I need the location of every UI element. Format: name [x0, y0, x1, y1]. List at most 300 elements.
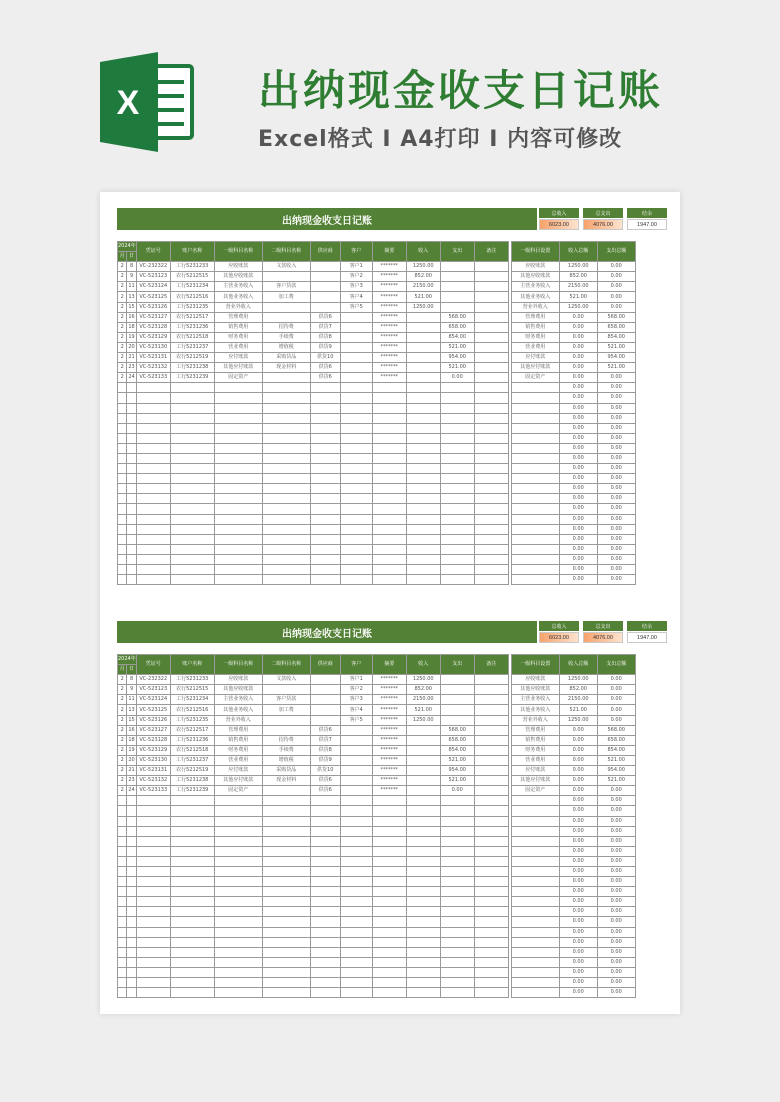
- summary-value[interactable]: 6023.00: [539, 219, 579, 230]
- table-cell[interactable]: [262, 534, 310, 544]
- table-cell[interactable]: [136, 494, 170, 504]
- table-cell[interactable]: VC-523123: [136, 685, 170, 695]
- table-cell[interactable]: VC-523124: [136, 695, 170, 705]
- table-cell[interactable]: [310, 443, 340, 453]
- table-cell[interactable]: [310, 534, 340, 544]
- table-cell[interactable]: [127, 504, 136, 514]
- table-cell[interactable]: [440, 806, 474, 816]
- table-cell[interactable]: [406, 363, 440, 373]
- table-cell[interactable]: [170, 947, 214, 957]
- table-cell[interactable]: [214, 433, 262, 443]
- side-table-cell[interactable]: 0.00: [597, 474, 635, 484]
- table-cell[interactable]: [474, 796, 508, 806]
- table-cell[interactable]: [440, 554, 474, 564]
- side-table-cell[interactable]: 854.00: [597, 332, 635, 342]
- table-cell[interactable]: [262, 413, 310, 423]
- table-cell[interactable]: [372, 897, 406, 907]
- side-table-cell[interactable]: 0.00: [597, 675, 635, 685]
- table-cell[interactable]: [136, 504, 170, 514]
- side-table-cell[interactable]: 0.00: [597, 947, 635, 957]
- side-table-cell[interactable]: 0.00: [559, 383, 597, 393]
- table-cell[interactable]: [136, 917, 170, 927]
- table-cell[interactable]: 852.00: [406, 685, 440, 695]
- side-table-cell[interactable]: 销售费用: [511, 322, 559, 332]
- side-table-cell[interactable]: 应收账款: [511, 675, 559, 685]
- table-cell[interactable]: [170, 877, 214, 887]
- table-cell[interactable]: 1250.00: [406, 715, 440, 725]
- table-cell[interactable]: [406, 342, 440, 352]
- table-cell[interactable]: [406, 393, 440, 403]
- table-cell[interactable]: [440, 443, 474, 453]
- table-cell[interactable]: [214, 453, 262, 463]
- table-cell[interactable]: [170, 504, 214, 514]
- table-cell[interactable]: [440, 484, 474, 494]
- side-table-cell[interactable]: [511, 937, 559, 947]
- table-cell[interactable]: 现金材料: [262, 363, 310, 373]
- table-cell[interactable]: [136, 464, 170, 474]
- table-cell[interactable]: [440, 575, 474, 585]
- table-cell[interactable]: [440, 796, 474, 806]
- table-cell[interactable]: [170, 907, 214, 917]
- table-cell[interactable]: [310, 302, 340, 312]
- table-cell[interactable]: [262, 836, 310, 846]
- table-cell[interactable]: [214, 826, 262, 836]
- table-cell[interactable]: [214, 534, 262, 544]
- table-cell[interactable]: [170, 544, 214, 554]
- table-cell[interactable]: [440, 816, 474, 826]
- side-table-cell[interactable]: 0.00: [597, 524, 635, 534]
- table-cell[interactable]: [474, 353, 508, 363]
- side-table-cell[interactable]: [511, 453, 559, 463]
- side-table-cell[interactable]: 0.00: [559, 342, 597, 352]
- table-cell[interactable]: 供货9: [310, 755, 340, 765]
- table-cell[interactable]: [262, 373, 310, 383]
- table-cell[interactable]: [440, 474, 474, 484]
- table-cell[interactable]: [340, 937, 372, 947]
- side-table-cell[interactable]: 0.00: [597, 282, 635, 292]
- table-cell[interactable]: [440, 423, 474, 433]
- table-cell[interactable]: [214, 846, 262, 856]
- table-cell[interactable]: [340, 342, 372, 352]
- table-cell[interactable]: [170, 403, 214, 413]
- table-cell[interactable]: [214, 816, 262, 826]
- side-table-cell[interactable]: 营业外收入: [511, 302, 559, 312]
- side-table-cell[interactable]: 0.00: [559, 836, 597, 846]
- table-cell[interactable]: 11: [127, 282, 136, 292]
- side-table-cell[interactable]: 521.00: [597, 342, 635, 352]
- side-table-cell[interactable]: [511, 383, 559, 393]
- table-cell[interactable]: [262, 565, 310, 575]
- table-cell[interactable]: [310, 554, 340, 564]
- table-cell[interactable]: 2: [118, 776, 127, 786]
- table-cell[interactable]: *******: [372, 332, 406, 342]
- table-cell[interactable]: [136, 927, 170, 937]
- table-cell[interactable]: [310, 907, 340, 917]
- table-cell[interactable]: [340, 725, 372, 735]
- table-cell[interactable]: 1250.00: [406, 262, 440, 272]
- table-cell[interactable]: [118, 836, 127, 846]
- side-table-cell[interactable]: 0.00: [597, 786, 635, 796]
- table-cell[interactable]: [340, 988, 372, 998]
- table-cell[interactable]: *******: [372, 312, 406, 322]
- table-cell[interactable]: [127, 937, 136, 947]
- table-cell[interactable]: [127, 464, 136, 474]
- table-cell[interactable]: [118, 494, 127, 504]
- side-table-cell[interactable]: [511, 443, 559, 453]
- side-table-cell[interactable]: [511, 413, 559, 423]
- table-cell[interactable]: [170, 453, 214, 463]
- table-cell[interactable]: [136, 474, 170, 484]
- side-table-cell[interactable]: 0.00: [597, 877, 635, 887]
- side-table-cell[interactable]: 0.00: [559, 363, 597, 373]
- side-table-cell[interactable]: 0.00: [559, 735, 597, 745]
- side-table-cell[interactable]: 0.00: [559, 766, 597, 776]
- table-cell[interactable]: [310, 937, 340, 947]
- table-cell[interactable]: [310, 806, 340, 816]
- table-cell[interactable]: [262, 786, 310, 796]
- table-cell[interactable]: 854.00: [440, 745, 474, 755]
- table-cell[interactable]: [474, 836, 508, 846]
- table-cell[interactable]: 521.00: [406, 705, 440, 715]
- side-table-cell[interactable]: 0.00: [559, 464, 597, 474]
- table-cell[interactable]: [440, 685, 474, 695]
- table-cell[interactable]: [262, 685, 310, 695]
- table-cell[interactable]: [474, 887, 508, 897]
- side-table-cell[interactable]: 0.00: [559, 887, 597, 897]
- table-cell[interactable]: [340, 776, 372, 786]
- table-cell[interactable]: [136, 978, 170, 988]
- table-cell[interactable]: [474, 786, 508, 796]
- summary-value[interactable]: 1947.00: [627, 219, 667, 230]
- table-cell[interactable]: [340, 786, 372, 796]
- table-cell[interactable]: [262, 272, 310, 282]
- table-cell[interactable]: [127, 575, 136, 585]
- table-cell[interactable]: [118, 383, 127, 393]
- table-cell[interactable]: 其他应收账款: [214, 685, 262, 695]
- table-cell[interactable]: 增值税: [262, 342, 310, 352]
- table-cell[interactable]: [127, 474, 136, 484]
- table-cell[interactable]: 521.00: [440, 342, 474, 352]
- table-cell[interactable]: [214, 806, 262, 816]
- table-cell[interactable]: [310, 988, 340, 998]
- table-cell[interactable]: [262, 302, 310, 312]
- table-cell[interactable]: [340, 443, 372, 453]
- table-cell[interactable]: [310, 453, 340, 463]
- table-cell[interactable]: VC-523127: [136, 725, 170, 735]
- table-cell[interactable]: 主营业务收入: [214, 282, 262, 292]
- table-cell[interactable]: [214, 383, 262, 393]
- table-cell[interactable]: [340, 856, 372, 866]
- side-table-cell[interactable]: 1250.00: [559, 675, 597, 685]
- side-table-cell[interactable]: 0.00: [559, 877, 597, 887]
- table-cell[interactable]: 20: [127, 342, 136, 352]
- table-cell[interactable]: [118, 796, 127, 806]
- table-cell[interactable]: 工行5231234: [170, 282, 214, 292]
- table-cell[interactable]: [214, 897, 262, 907]
- table-cell[interactable]: 2: [118, 262, 127, 272]
- table-cell[interactable]: 1250.00: [406, 302, 440, 312]
- table-cell[interactable]: [170, 524, 214, 534]
- table-cell[interactable]: [310, 826, 340, 836]
- table-cell[interactable]: 供货6: [310, 776, 340, 786]
- table-cell[interactable]: [340, 806, 372, 816]
- side-table-cell[interactable]: 0.00: [559, 937, 597, 947]
- table-cell[interactable]: [127, 957, 136, 967]
- table-cell[interactable]: [310, 393, 340, 403]
- table-cell[interactable]: [340, 453, 372, 463]
- table-cell[interactable]: 568.00: [440, 312, 474, 322]
- table-cell[interactable]: [127, 907, 136, 917]
- table-cell[interactable]: [340, 413, 372, 423]
- table-cell[interactable]: [340, 322, 372, 332]
- side-table-cell[interactable]: 其他业务收入: [511, 292, 559, 302]
- table-cell[interactable]: [214, 494, 262, 504]
- table-cell[interactable]: VC-523130: [136, 755, 170, 765]
- table-cell[interactable]: [118, 877, 127, 887]
- table-cell[interactable]: [440, 917, 474, 927]
- table-cell[interactable]: 管理费用: [214, 312, 262, 322]
- table-cell[interactable]: [406, 776, 440, 786]
- table-cell[interactable]: [372, 816, 406, 826]
- side-table-cell[interactable]: 0.00: [559, 524, 597, 534]
- table-cell[interactable]: [440, 514, 474, 524]
- table-cell[interactable]: [440, 856, 474, 866]
- table-cell[interactable]: [170, 917, 214, 927]
- table-cell[interactable]: [406, 353, 440, 363]
- side-table-cell[interactable]: 0.00: [597, 453, 635, 463]
- table-cell[interactable]: [406, 322, 440, 332]
- table-cell[interactable]: 农行5212519: [170, 766, 214, 776]
- table-cell[interactable]: [406, 474, 440, 484]
- table-cell[interactable]: [440, 866, 474, 876]
- table-cell[interactable]: 其他业务收入: [214, 292, 262, 302]
- summary-value[interactable]: 6023.00: [539, 632, 579, 643]
- table-cell[interactable]: 954.00: [440, 766, 474, 776]
- table-cell[interactable]: [474, 322, 508, 332]
- table-cell[interactable]: [127, 816, 136, 826]
- table-cell[interactable]: [340, 735, 372, 745]
- table-cell[interactable]: [170, 887, 214, 897]
- table-cell[interactable]: [310, 464, 340, 474]
- table-cell[interactable]: [127, 927, 136, 937]
- side-table-cell[interactable]: [511, 565, 559, 575]
- table-cell[interactable]: [440, 715, 474, 725]
- side-table-cell[interactable]: [511, 927, 559, 937]
- table-cell[interactable]: 2: [118, 373, 127, 383]
- table-cell[interactable]: [474, 565, 508, 575]
- table-cell[interactable]: [136, 897, 170, 907]
- table-cell[interactable]: [474, 866, 508, 876]
- table-cell[interactable]: VC-523123: [136, 272, 170, 282]
- table-cell[interactable]: [406, 735, 440, 745]
- table-cell[interactable]: [310, 413, 340, 423]
- side-table-cell[interactable]: 其他应付账款: [511, 363, 559, 373]
- table-cell[interactable]: [340, 575, 372, 585]
- side-table-cell[interactable]: 销售费用: [511, 735, 559, 745]
- table-cell[interactable]: [262, 514, 310, 524]
- side-table-cell[interactable]: 管理费用: [511, 312, 559, 322]
- table-cell[interactable]: [136, 826, 170, 836]
- table-cell[interactable]: 客户5: [340, 715, 372, 725]
- table-cell[interactable]: [474, 464, 508, 474]
- table-cell[interactable]: 2: [118, 786, 127, 796]
- side-table-cell[interactable]: 0.00: [597, 978, 635, 988]
- side-table-cell[interactable]: 521.00: [597, 776, 635, 786]
- side-table-cell[interactable]: 0.00: [597, 403, 635, 413]
- table-cell[interactable]: *******: [372, 776, 406, 786]
- side-table-cell[interactable]: 0.00: [597, 967, 635, 977]
- side-table-cell[interactable]: [511, 494, 559, 504]
- table-cell[interactable]: [118, 826, 127, 836]
- table-cell[interactable]: 854.00: [440, 332, 474, 342]
- table-cell[interactable]: [136, 967, 170, 977]
- side-table-cell[interactable]: [511, 544, 559, 554]
- table-cell[interactable]: [406, 494, 440, 504]
- table-cell[interactable]: [170, 927, 214, 937]
- table-cell[interactable]: [372, 413, 406, 423]
- table-cell[interactable]: [214, 917, 262, 927]
- table-cell[interactable]: [340, 766, 372, 776]
- table-cell[interactable]: 15: [127, 715, 136, 725]
- table-cell[interactable]: [372, 565, 406, 575]
- table-cell[interactable]: 2: [118, 302, 127, 312]
- table-cell[interactable]: 23: [127, 363, 136, 373]
- table-cell[interactable]: 2: [118, 725, 127, 735]
- table-cell[interactable]: [262, 796, 310, 806]
- table-cell[interactable]: 应付账款: [214, 766, 262, 776]
- table-cell[interactable]: [170, 423, 214, 433]
- table-cell[interactable]: [474, 735, 508, 745]
- side-table-cell[interactable]: 852.00: [559, 685, 597, 695]
- table-cell[interactable]: [372, 504, 406, 514]
- table-cell[interactable]: [340, 887, 372, 897]
- table-cell[interactable]: [372, 544, 406, 554]
- table-cell[interactable]: [214, 565, 262, 575]
- side-table-cell[interactable]: 0.00: [559, 866, 597, 876]
- side-table-cell[interactable]: 应收账款: [511, 262, 559, 272]
- table-cell[interactable]: [474, 967, 508, 977]
- table-cell[interactable]: [474, 856, 508, 866]
- table-cell[interactable]: [372, 393, 406, 403]
- table-cell[interactable]: 2: [118, 312, 127, 322]
- table-cell[interactable]: [262, 524, 310, 534]
- table-cell[interactable]: [406, 856, 440, 866]
- table-cell[interactable]: [310, 796, 340, 806]
- table-cell[interactable]: [474, 826, 508, 836]
- table-cell[interactable]: 18: [127, 322, 136, 332]
- table-cell[interactable]: [214, 464, 262, 474]
- table-cell[interactable]: [340, 755, 372, 765]
- table-cell[interactable]: [136, 554, 170, 564]
- table-cell[interactable]: [127, 866, 136, 876]
- table-cell[interactable]: [340, 534, 372, 544]
- table-cell[interactable]: [127, 836, 136, 846]
- table-cell[interactable]: [214, 423, 262, 433]
- table-cell[interactable]: 23: [127, 776, 136, 786]
- side-table-cell[interactable]: 0.00: [559, 806, 597, 816]
- table-cell[interactable]: [118, 443, 127, 453]
- table-cell[interactable]: [372, 846, 406, 856]
- table-cell[interactable]: [372, 796, 406, 806]
- table-cell[interactable]: [406, 373, 440, 383]
- table-cell[interactable]: 工行5231237: [170, 755, 214, 765]
- table-cell[interactable]: *******: [372, 695, 406, 705]
- table-cell[interactable]: [440, 504, 474, 514]
- table-cell[interactable]: VC-523126: [136, 715, 170, 725]
- table-cell[interactable]: *******: [372, 735, 406, 745]
- table-cell[interactable]: [127, 514, 136, 524]
- table-cell[interactable]: 其他应付账款: [214, 363, 262, 373]
- side-table-cell[interactable]: 0.00: [559, 332, 597, 342]
- table-cell[interactable]: [214, 877, 262, 887]
- table-cell[interactable]: 招待费: [262, 322, 310, 332]
- table-cell[interactable]: [214, 988, 262, 998]
- table-cell[interactable]: 工行5231236: [170, 735, 214, 745]
- side-table-cell[interactable]: [511, 474, 559, 484]
- table-cell[interactable]: [372, 957, 406, 967]
- table-cell[interactable]: [127, 846, 136, 856]
- side-table-cell[interactable]: 0.00: [559, 534, 597, 544]
- table-cell[interactable]: [474, 282, 508, 292]
- table-cell[interactable]: [136, 796, 170, 806]
- table-cell[interactable]: [440, 897, 474, 907]
- side-table-cell[interactable]: 0.00: [559, 856, 597, 866]
- table-cell[interactable]: 营业外收入: [214, 715, 262, 725]
- table-cell[interactable]: [310, 262, 340, 272]
- table-cell[interactable]: VC-523128: [136, 322, 170, 332]
- side-table-cell[interactable]: 0.00: [559, 796, 597, 806]
- table-cell[interactable]: 客户2: [340, 685, 372, 695]
- side-table-cell[interactable]: 0.00: [597, 534, 635, 544]
- side-table-cell[interactable]: 0.00: [559, 423, 597, 433]
- summary-value[interactable]: 4076.00: [583, 632, 623, 643]
- table-cell[interactable]: [440, 705, 474, 715]
- side-table-cell[interactable]: [511, 947, 559, 957]
- table-cell[interactable]: [474, 846, 508, 856]
- table-cell[interactable]: [127, 796, 136, 806]
- table-cell[interactable]: [214, 957, 262, 967]
- table-cell[interactable]: 手续费: [262, 745, 310, 755]
- side-table-cell[interactable]: 521.00: [559, 705, 597, 715]
- table-cell[interactable]: [406, 565, 440, 575]
- side-table-cell[interactable]: 0.00: [559, 826, 597, 836]
- table-cell[interactable]: [262, 544, 310, 554]
- table-cell[interactable]: 销售费用: [214, 735, 262, 745]
- table-cell[interactable]: [170, 806, 214, 816]
- table-cell[interactable]: [474, 897, 508, 907]
- table-cell[interactable]: [262, 504, 310, 514]
- table-cell[interactable]: [340, 877, 372, 887]
- table-cell[interactable]: 农行5212517: [170, 312, 214, 322]
- table-cell[interactable]: 供货6: [310, 786, 340, 796]
- table-cell[interactable]: [262, 856, 310, 866]
- table-cell[interactable]: 0.00: [440, 786, 474, 796]
- table-cell[interactable]: [474, 755, 508, 765]
- table-cell[interactable]: 24: [127, 373, 136, 383]
- table-cell[interactable]: [310, 947, 340, 957]
- side-table-cell[interactable]: [511, 866, 559, 876]
- table-cell[interactable]: [406, 937, 440, 947]
- table-cell[interactable]: [310, 403, 340, 413]
- table-cell[interactable]: [372, 877, 406, 887]
- table-cell[interactable]: [214, 836, 262, 846]
- table-cell[interactable]: [440, 282, 474, 292]
- table-cell[interactable]: 2: [118, 755, 127, 765]
- side-table-cell[interactable]: 0.00: [559, 554, 597, 564]
- table-cell[interactable]: [372, 917, 406, 927]
- table-cell[interactable]: [372, 464, 406, 474]
- table-cell[interactable]: 2: [118, 282, 127, 292]
